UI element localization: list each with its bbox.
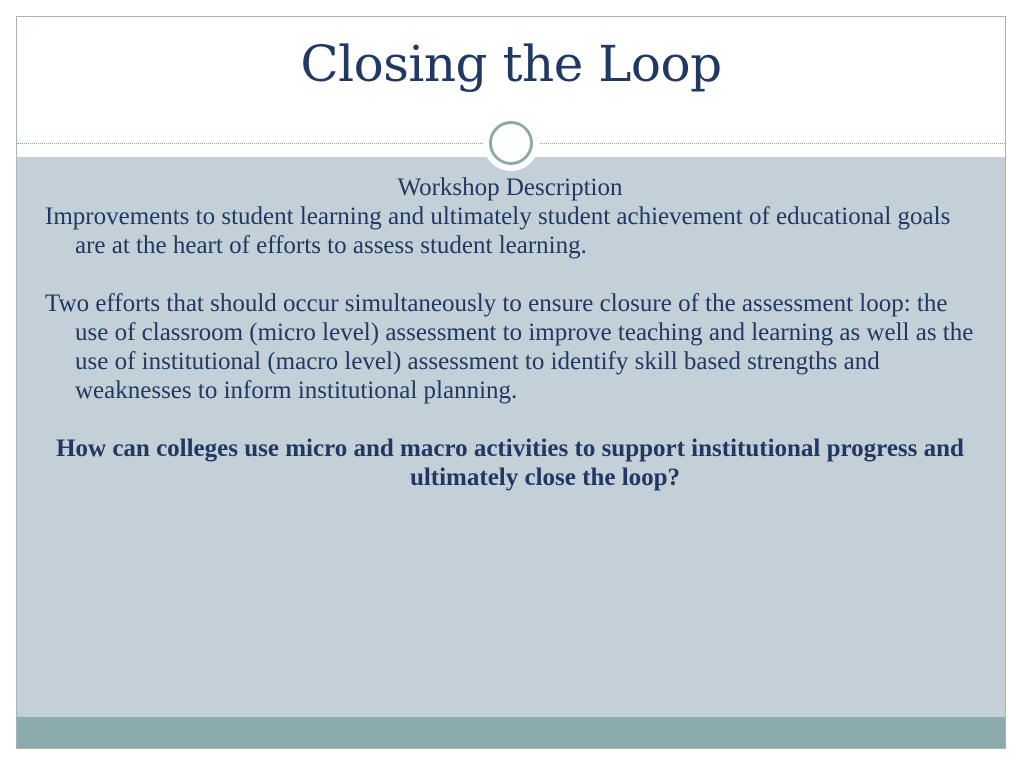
paragraph-improvements: Improvements to student learning and ultimately student achievement of educational goals are at the heart of efforts to assess student learning. — [45, 203, 951, 259]
bottom-bar — [17, 717, 1005, 749]
slide-frame — [16, 16, 1006, 749]
workshop-subheading: Workshop Description — [397, 174, 623, 201]
paragraph-two-efforts: Two efforts that should occur simultaneously to ensure closure of the assessment loop: the use of classroom (micro level) assessment to improve teaching and learning as well as the use of institutional (macro level) assessment to identify skill based strengths and weaknesses to inform institutional planning. — [45, 290, 974, 404]
slide-body — [45, 173, 975, 492]
circle-ornament-icon — [489, 121, 533, 165]
slide-title: Closing the Loop — [300, 35, 722, 93]
closing-question: How can colleges use micro and macro activities to support institutional progress and ultimately close the loop? — [56, 435, 964, 491]
